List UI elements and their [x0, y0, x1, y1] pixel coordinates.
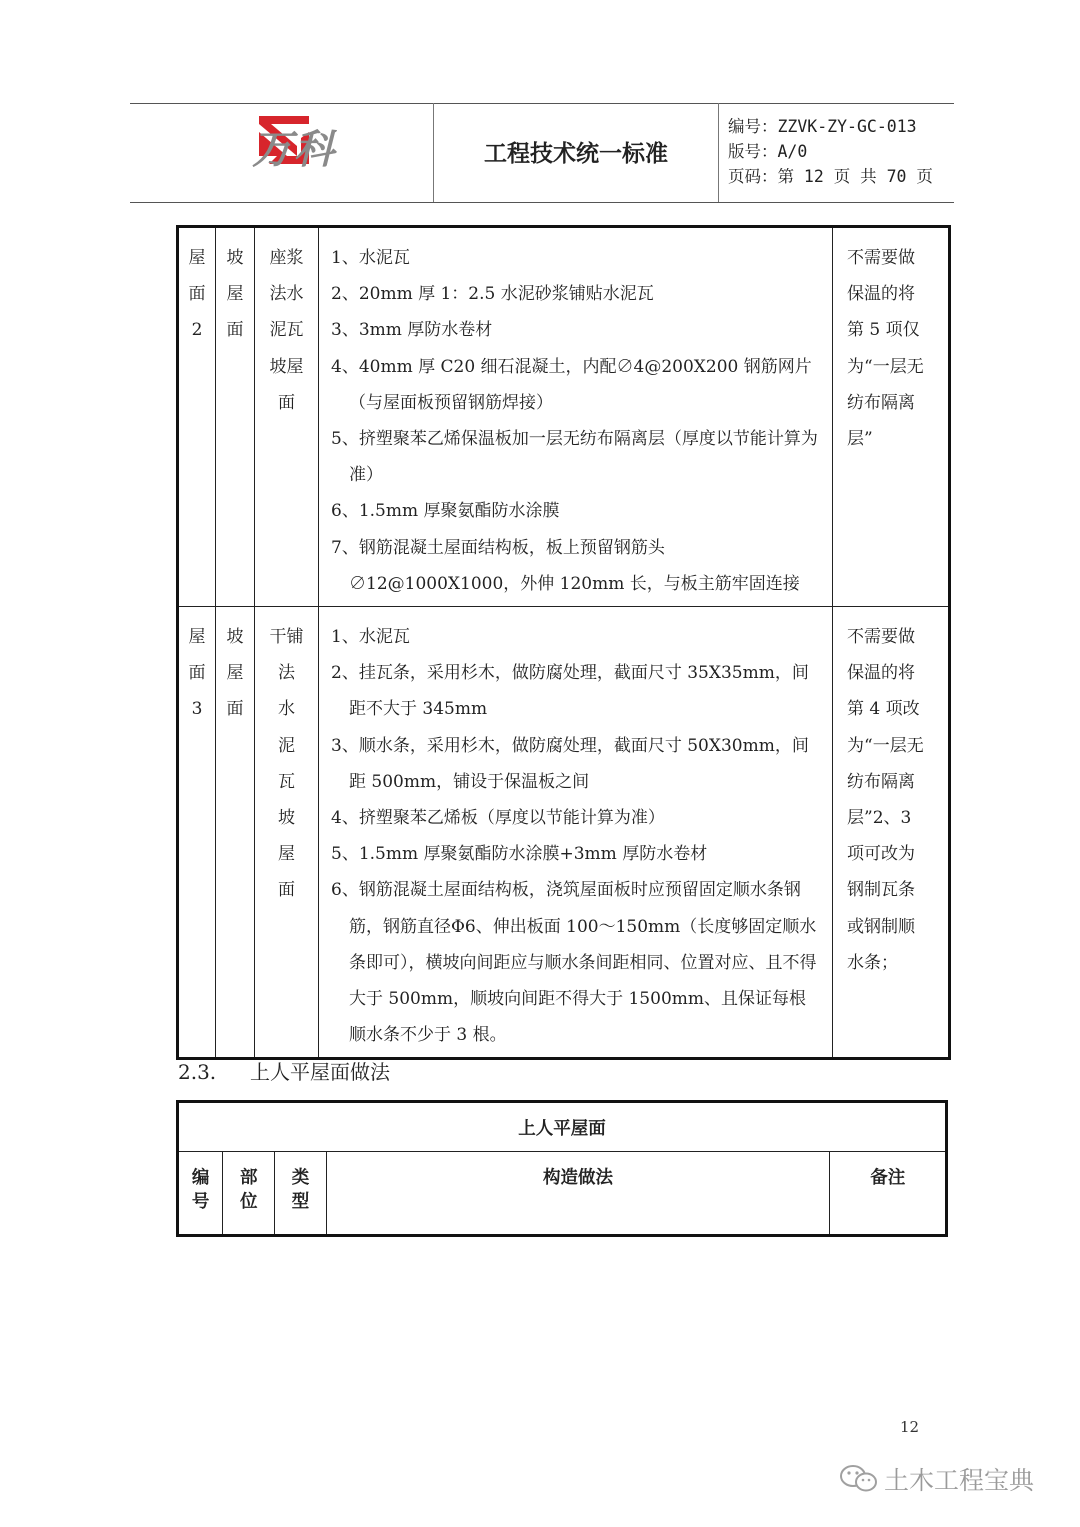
cell-line: 法水	[269, 284, 304, 305]
row-method-cell	[319, 607, 833, 1059]
cell-line: 屋	[226, 284, 244, 305]
method-item: 1、水泥瓦	[331, 627, 410, 648]
header-part	[223, 1152, 275, 1236]
wechat-icon	[838, 1462, 882, 1496]
table-header-row	[178, 1152, 947, 1236]
cell-line: 面	[226, 699, 244, 720]
cell-line: 纺布隔离	[847, 771, 915, 792]
row-number-cell	[178, 607, 216, 1059]
cell-line: 3	[191, 699, 203, 720]
table-row	[178, 607, 950, 1059]
cell-line: 2	[191, 320, 203, 341]
header-line: 号	[191, 1192, 210, 1212]
document-code: 编号：ZZVK-ZY-GC-013	[728, 117, 917, 136]
method-item: 6、1.5mm 厚聚氨酯防水涂膜	[331, 501, 560, 522]
document-version: 版号：A/0	[728, 142, 808, 161]
method-item: 7、钢筋混凝土屋面结构板，板上预留钢筋头∅12@1000X1000，外伸 120mm 长，与板主筋牢固连接	[331, 537, 800, 594]
cell-line: 水	[278, 699, 295, 720]
table-caption: 上人平屋面	[178, 1102, 947, 1152]
header-number	[178, 1152, 223, 1236]
cell-line: 不需要做	[847, 248, 915, 268]
header-bottom-rule	[130, 202, 954, 203]
cell-line: 法	[278, 663, 295, 684]
method-item: 5、挤塑聚苯乙烯保温板加一层无纺布隔离层（厚度以节能计算为准）	[331, 429, 818, 486]
cell-line: 不需要做	[847, 627, 915, 648]
cell-line: 层”	[847, 429, 873, 450]
document-title: 工程技术统一标准	[484, 141, 668, 167]
method-item: 5、1.5mm 厚聚氨酯防水涂膜+3mm 厚防水卷材	[331, 844, 708, 865]
cell-line: 层”2、3	[847, 808, 912, 829]
cell-line: 坡	[278, 808, 295, 829]
flat-roof-table	[176, 1100, 948, 1237]
row-type-cell	[255, 227, 319, 607]
cell-line: 坡	[226, 627, 244, 648]
row-note-cell	[833, 227, 950, 607]
logo-text: 万科	[252, 127, 336, 173]
roof-method-table	[176, 225, 951, 1060]
cell-line: 或钢制顺	[847, 916, 915, 937]
cell-line: 面	[278, 880, 295, 901]
page-number: 12	[900, 1418, 920, 1436]
cell-line: 水条；	[847, 952, 898, 973]
cell-line: 屋	[188, 248, 206, 268]
header-note: 备注	[830, 1152, 947, 1236]
section-number: 2.3.	[178, 1060, 217, 1084]
header-line: 编	[191, 1168, 210, 1188]
cell-line: 瓦	[278, 771, 295, 792]
table-row	[178, 227, 950, 607]
cell-line: 面	[188, 663, 206, 684]
row-type-cell	[255, 607, 319, 1059]
cell-line: 项可改为	[847, 844, 915, 865]
cell-line: 面	[278, 392, 295, 413]
cell-line: 面	[188, 284, 206, 305]
row-part-cell	[216, 227, 255, 607]
cell-line: 纺布隔离	[847, 392, 915, 413]
method-item: 2、挂瓦条，采用杉木，做防腐处理，截面尺寸 35X35mm，间距不大于 345mm	[331, 663, 809, 720]
cell-line: 面	[226, 320, 244, 341]
cell-line: 泥瓦	[269, 320, 304, 341]
method-item: 3、3mm 厚防水卷材	[331, 320, 493, 341]
cell-line: 为“一层无	[847, 735, 924, 756]
cell-line: 干铺	[269, 627, 304, 648]
document-pages: 页码：第 12 页 共 70 页	[728, 167, 933, 186]
cell-line: 屋	[226, 663, 244, 684]
header-line: 位	[240, 1192, 258, 1212]
header-type	[275, 1152, 326, 1236]
section-heading	[178, 1056, 390, 1085]
method-item: 3、顺水条，采用杉木，做防腐处理，截面尺寸 50X30mm，间距 500mm，铺设于保温板之间	[331, 735, 809, 792]
header-method: 构造做法	[326, 1152, 830, 1236]
header-line: 型	[291, 1192, 310, 1212]
section-title: 上人平屋面做法	[250, 1060, 390, 1084]
header-line: 部	[240, 1168, 258, 1188]
watermark-label: 土木工程宝典	[884, 1466, 1035, 1495]
cell-line: 屋	[278, 844, 295, 865]
row-method-cell	[319, 227, 833, 607]
header-divider	[718, 103, 719, 202]
cell-line: 第 4 项改	[847, 699, 920, 720]
header-line: 类	[291, 1168, 310, 1188]
method-item: 6、钢筋混凝土屋面结构板，浇筑屋面板时应预留固定顺水条钢筋，钢筋直径Φ6、伸出板面 100～150mm（长度够固定顺水条即可），横坡向间距应与顺水条间距相同、位置对应、且不得大于 500mm，顺坡向间距不得大于 1500mm、且保证每根顺水条不少于 3 根。	[331, 880, 817, 1046]
cell-line: 钢制瓦条	[847, 880, 915, 901]
watermark-text	[884, 1461, 1034, 1497]
header-top-rule	[130, 103, 954, 104]
cell-line: 保温的将	[847, 284, 915, 305]
row-number-cell	[178, 227, 216, 607]
cell-line: 为“一层无	[847, 356, 924, 377]
table-caption-row	[178, 1102, 947, 1152]
cell-line: 屋	[188, 627, 206, 648]
cell-line: 坡屋	[269, 356, 304, 377]
row-note-cell	[833, 607, 950, 1059]
method-item: 2、20mm 厚 1：2.5 水泥砂浆铺贴水泥瓦	[331, 284, 654, 305]
method-item: 4、挤塑聚苯乙烯板（厚度以节能计算为准）	[331, 808, 665, 829]
cell-line: 坡	[226, 248, 244, 268]
method-item: 1、水泥瓦	[331, 248, 410, 268]
cell-line: 泥	[278, 735, 295, 756]
document-meta	[728, 114, 933, 189]
cell-line: 座浆	[269, 248, 304, 268]
row-part-cell	[216, 607, 255, 1059]
method-item: 4、40mm 厚 C20 细石混凝土，内配∅4@200X200 钢筋网片（与屋面板预留钢筋焊接）	[331, 356, 812, 413]
cell-line: 第 5 项仅	[847, 320, 920, 341]
cell-line: 保温的将	[847, 663, 915, 684]
